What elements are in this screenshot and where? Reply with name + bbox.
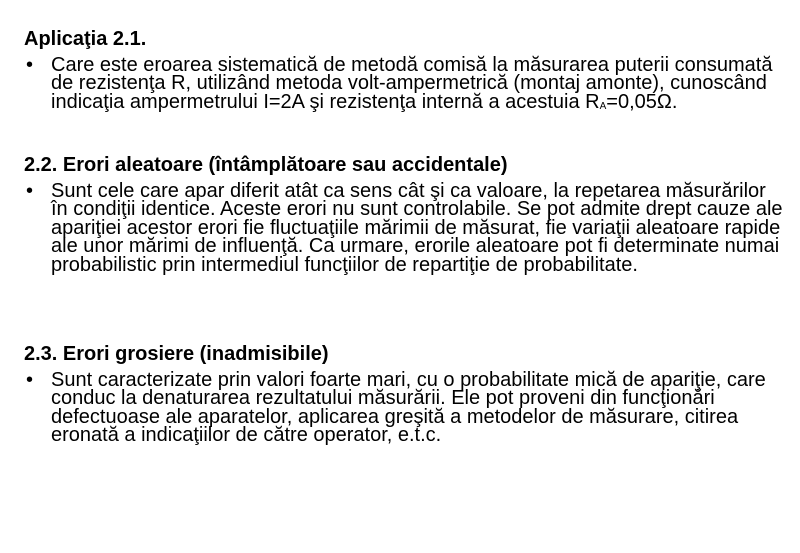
bullet-text: Sunt caracterizate prin valori foarte mari, cu o probabilitate mică de apariţie, care conduc la denaturarea rezultatului măsurării. Ele pot proveni din funcţionări defectuoase ale aparatelor, aplicarea greşită a metodelor de măsurare, citirea eronată a indicaţiilor de către operator, e.t.c. [51,369,766,447]
heading-erori-aleatoare: 2.2. Erori aleatoare (întâmplătoare sau accidentale) [24,154,508,176]
bullet-text [51,56,784,111]
question-text-end: =0,05Ω. [606,90,678,113]
bullet-icon: • [26,180,34,202]
bullet-random-errors [24,182,784,274]
question-text: Care este eroarea sistematică de metodă comisă la măsurarea puterii consumată de rezistenţa R, utilizând metoda volt-ampermetrică (montaj amonte), cunoscând indicaţia ampermetrului I=2A şi rezistenţa internă a acestuia R [51,54,773,113]
heading-erori-grosiere: 2.3. Erori grosiere (inadmisibile) [24,343,329,365]
bullet-application-question [24,56,784,111]
heading-aplicatia-2-1: Aplicaţia 2.1. [24,28,147,50]
resistance-subscript: A [599,100,607,112]
bullet-gross-errors [24,371,784,445]
bullet-icon: • [26,54,34,76]
bullet-icon: • [26,369,34,391]
bullet-text: Sunt cele care apar diferit atât ca sens cât şi ca valoare, la repetarea măsurărilor în condiţii identice. Aceste erori nu sunt controlabile. Se pot admite drept cauze ale apariţiei acestor erori fie fluctuaţiile mărimii de măsurat, fie variaţii aleatoare rapide ale unor mărimi de influenţă. Ca urmare, erorile aleatoare pot fi determinate numai probabilistic prin intermediul funcţiilor de repartiţie de probabilitate. [51,180,783,276]
